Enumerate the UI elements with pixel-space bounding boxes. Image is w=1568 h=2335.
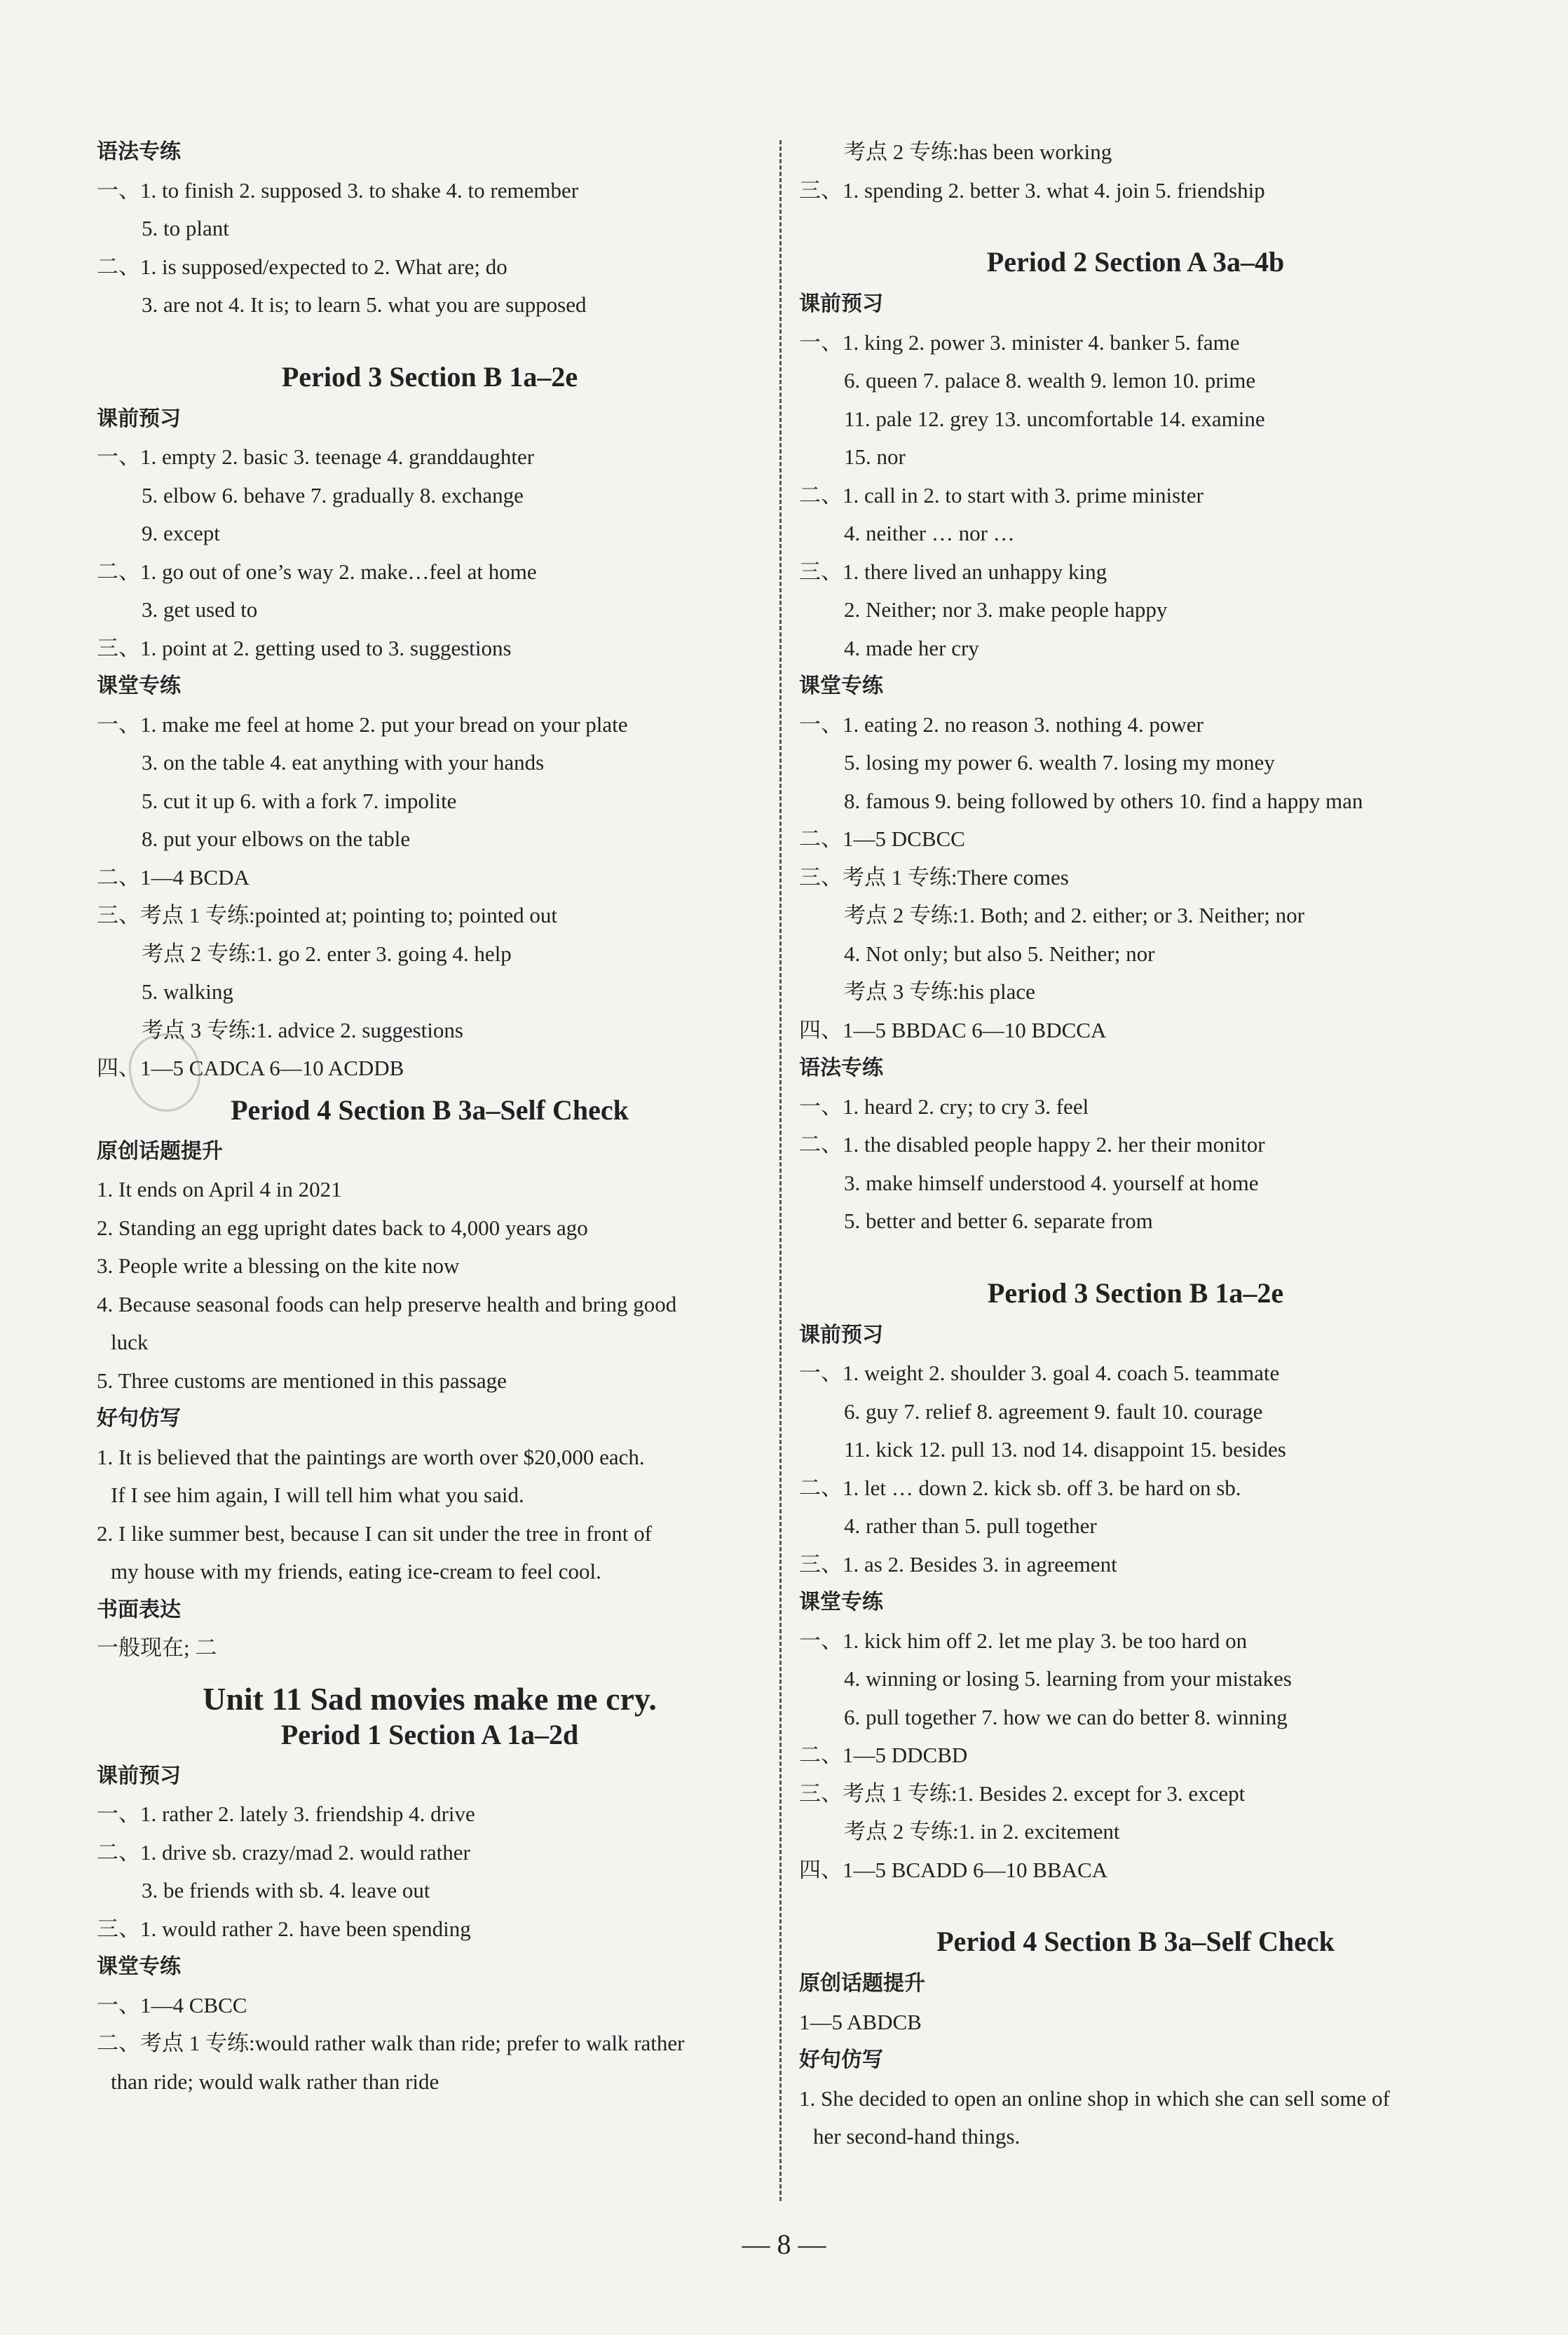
section-heading: 语法专练 xyxy=(97,139,181,164)
answer-line: 一、1. king 2. power 3. minister 4. banker 5. fame xyxy=(799,329,1240,355)
answer-line: 考点 3 专练:1. advice 2. suggestions xyxy=(142,1017,463,1042)
period-title: Period 2 Section A 3a–4b xyxy=(986,246,1285,278)
answer-line: 3. are not 4. It is; to learn 5. what you are supposed xyxy=(142,292,587,317)
answer-line: 一、1—4 CBCC xyxy=(97,1992,247,2017)
answer-line: than ride; would walk rather than ride xyxy=(111,2069,439,2094)
section-heading: 原创话题提升 xyxy=(799,1971,925,1996)
answer-line: 四、1—5 CADCA 6—10 ACDDB xyxy=(97,1056,404,1080)
answer-line: 三、考点 1 专练:pointed at; pointing to; pointed out xyxy=(97,903,557,927)
answer-line: 一般现在; 二 xyxy=(97,1635,217,1660)
answer-line: 1—5 ABDCB xyxy=(799,2009,922,2034)
answer-line: 一、1. eating 2. no reason 3. nothing 4. power xyxy=(799,712,1204,737)
answer-line: 二、1. go out of one’s way 2. make…feel at home xyxy=(97,559,537,584)
answer-line: 15. nor xyxy=(844,444,906,469)
answer-line: 4. neither … nor … xyxy=(844,521,1015,545)
section-heading: 课前预习 xyxy=(97,1763,181,1788)
answer-line: 4. Not only; but also 5. Neither; nor xyxy=(844,941,1155,966)
answer-line: 3. get used to xyxy=(142,597,258,622)
answer-line: my house with my friends, eating ice-cream to feel cool. xyxy=(111,1559,601,1584)
section-heading: 课前预习 xyxy=(97,406,181,431)
section-heading: 好句仿写 xyxy=(97,1406,181,1431)
answer-line: 2. Neither; nor 3. make people happy xyxy=(844,597,1168,622)
answer-line: 2. I like summer best, because I can sit under the tree in front of xyxy=(97,1520,652,1546)
answer-line: 3. be friends with sb. 4. leave out xyxy=(142,1878,430,1902)
section-heading: 好句仿写 xyxy=(799,2048,883,2072)
answer-line: 三、1. there lived an unhappy king xyxy=(799,559,1107,584)
answer-line: 三、考点 1 专练:There comes xyxy=(799,864,1069,890)
answer-line: 9. except xyxy=(142,521,220,545)
answer-line: 三、1. would rather 2. have been spending xyxy=(97,1916,471,1941)
section-heading: 课堂专练 xyxy=(799,674,883,698)
page-number: — 8 — xyxy=(742,2228,826,2260)
column-divider xyxy=(779,140,782,2201)
answer-line: 4. winning or losing 5. learning from your mistakes xyxy=(844,1666,1292,1691)
period-title: Period 3 Section B 1a–2e xyxy=(987,1277,1284,1309)
answer-line: 5. Three customs are mentioned in this passage xyxy=(97,1368,507,1393)
answer-line: 考点 2 专练:1. in 2. excitement xyxy=(844,1819,1120,1844)
answer-line: her second-hand things. xyxy=(813,2124,1021,2149)
section-heading: 课堂专练 xyxy=(97,674,181,698)
answer-line: 5. cut it up 6. with a fork 7. impolite xyxy=(142,788,457,813)
section-heading: 书面表达 xyxy=(97,1597,181,1622)
answer-line: 8. put your elbows on the table xyxy=(142,826,411,851)
answer-line: 5. losing my power 6. wealth 7. losing my money xyxy=(844,750,1275,775)
answer-line: 四、1—5 BCADD 6—10 BBACA xyxy=(799,1857,1108,1882)
answer-line: 5. to plant xyxy=(142,216,229,240)
section-heading: 课前预习 xyxy=(799,292,883,316)
answer-line: 考点 2 专练:1. go 2. enter 3. going 4. help xyxy=(142,941,512,966)
answer-line: 二、1. drive sb. crazy/mad 2. would rather xyxy=(97,1839,470,1865)
answer-line: 四、1—5 BBDAC 6—10 BDCCA xyxy=(799,1017,1107,1042)
answer-line: 一、1. weight 2. shoulder 3. goal 4. coach 5. teammate xyxy=(799,1361,1280,1385)
answer-line: 1. She decided to open an online shop in which she can sell some of xyxy=(799,2085,1390,2111)
answer-line: 8. famous 9. being followed by others 10. find a happy man xyxy=(844,788,1363,813)
answer-line: 3. People write a blessing on the kite now xyxy=(97,1253,460,1278)
answer-line: 11. kick 12. pull 13. nod 14. disappoint 15. besides xyxy=(844,1437,1286,1462)
answer-line: If I see him again, I will tell him what you said. xyxy=(111,1483,524,1507)
answer-line: 3. on the table 4. eat anything with your hands xyxy=(142,750,545,775)
answer-line: 二、考点 1 专练:would rather walk than ride; prefer to walk rather xyxy=(97,2031,685,2055)
right-column xyxy=(799,133,1472,2156)
left-column xyxy=(97,133,763,2101)
period-title: Period 4 Section B 3a–Self Check xyxy=(231,1094,629,1126)
period-title: Period 3 Section B 1a–2e xyxy=(281,360,578,393)
answer-line: 考点 3 专练:his place xyxy=(844,979,1035,1004)
answer-line: 4. made her cry xyxy=(844,635,979,660)
section-heading: 原创话题提升 xyxy=(97,1138,223,1164)
period-title: Period 1 Section A 1a–2d xyxy=(280,1718,579,1750)
answer-line: luck xyxy=(111,1330,149,1354)
answer-line: 1. It ends on April 4 in 2021 xyxy=(97,1177,342,1201)
answer-line: 二、1—5 DDCBD xyxy=(799,1743,968,1767)
answer-line: 一、1. kick him off 2. let me play 3. be too hard on xyxy=(799,1628,1248,1653)
answer-line: 6. queen 7. palace 8. wealth 9. lemon 10. prime xyxy=(844,368,1256,393)
section-heading: 课前预习 xyxy=(799,1322,883,1347)
answer-line: 三、1. point at 2. getting used to 3. suggestions xyxy=(97,635,512,660)
answer-line: 二、1. call in 2. to start with 3. prime minister xyxy=(799,482,1204,508)
answer-line: 2. Standing an egg upright dates back to 4,000 years ago xyxy=(97,1215,588,1240)
answer-line: 考点 2 专练:1. Both; and 2. either; or 3. Neither; nor xyxy=(844,903,1304,927)
unit-title: Unit 11 Sad movies make me cry. xyxy=(203,1680,657,1717)
answer-line: 6. pull together 7. how we can do better 8. winning xyxy=(844,1704,1288,1729)
answer-line: 11. pale 12. grey 13. uncomfortable 14. examine xyxy=(844,406,1265,431)
answer-line: 5. elbow 6. behave 7. gradually 8. exchange xyxy=(142,482,524,508)
answer-line: 三、考点 1 专练:1. Besides 2. except for 3. except xyxy=(799,1781,1246,1806)
answer-line: 一、1. heard 2. cry; to cry 3. feel xyxy=(799,1094,1089,1119)
answer-line: 二、1. the disabled people happy 2. her their monitor xyxy=(799,1132,1265,1157)
answer-line: 三、1. spending 2. better 3. what 4. join 5. friendship xyxy=(799,177,1265,203)
answer-line: 4. Because seasonal foods can help preserve health and bring good xyxy=(97,1291,677,1316)
section-heading: 课堂专练 xyxy=(97,1954,181,1979)
answer-line: 考点 2 专练:has been working xyxy=(844,139,1112,164)
answer-line: 5. walking xyxy=(142,979,233,1004)
answer-line: 一、1. to finish 2. supposed 3. to shake 4. to remember xyxy=(97,177,579,203)
answer-line: 一、1. make me feel at home 2. put your bread on your plate xyxy=(97,712,628,737)
answer-line: 二、1. let … down 2. kick sb. off 3. be hard on sb. xyxy=(799,1475,1241,1500)
answer-line: 6. guy 7. relief 8. agreement 9. fault 10. courage xyxy=(844,1398,1263,1424)
answer-line: 二、1. is supposed/expected to 2. What are; do xyxy=(97,254,507,279)
answer-line: 三、1. as 2. Besides 3. in agreement xyxy=(799,1551,1117,1577)
answer-line: 5. better and better 6. separate from xyxy=(844,1209,1153,1233)
section-heading: 课堂专练 xyxy=(799,1590,883,1614)
answer-line: 一、1. rather 2. lately 3. friendship 4. drive xyxy=(97,1802,475,1826)
answer-line: 一、1. empty 2. basic 3. teenage 4. granddaughter xyxy=(97,444,535,469)
answer-line: 1. It is believed that the paintings are worth over $20,000 each. xyxy=(97,1444,645,1469)
section-heading: 语法专练 xyxy=(799,1056,883,1080)
answer-line: 3. make himself understood 4. yourself at home xyxy=(844,1170,1259,1195)
answer-line: 二、1—5 DCBCC xyxy=(799,826,965,851)
answer-line: 二、1—4 BCDA xyxy=(97,864,250,890)
answer-line: 4. rather than 5. pull together xyxy=(844,1513,1097,1538)
period-title: Period 4 Section B 3a–Self Check xyxy=(936,1926,1335,1957)
